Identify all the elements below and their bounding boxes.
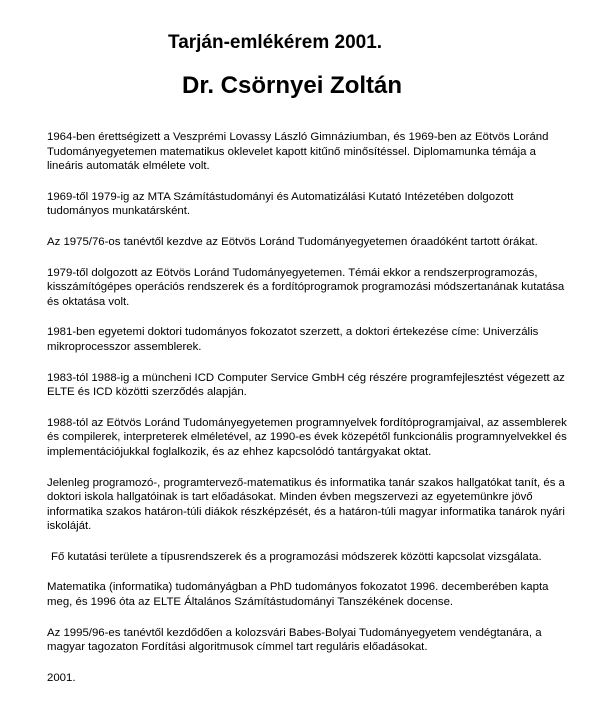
paragraph-research-area: Fő kutatási területe a típusrendszerek és a programozási módszerek közötti kapcsolat vizsgálata. xyxy=(51,550,542,563)
paragraph-mta-institute: 1969-től 1979-ig az MTA Számítástudományi és Automatizálási Kutató Intézetében dolgozott tudományos munkatársként. xyxy=(47,190,514,218)
award-title: Tarján-emlékérem 2001. xyxy=(168,32,383,53)
biography-body xyxy=(47,130,567,701)
paragraph-education: 1964-ben érettségizett a Veszprémi Lovassy László Gimnáziumban, és 1969-ben az Eötvös Loránd Tudományegyetemen matematikus oklevelet kapott kitűnő minősítéssel. Diplomamunka témája a lineáris automaták elmélete volt. xyxy=(47,131,549,173)
person-name: Dr. Csörnyei Zoltán xyxy=(182,72,403,99)
paragraph-teaching: Jelenleg programozó-, programtervező-matematikus és informatika tanár szakos hallgatókat tanít, és a doktori iskola hallgatóinak is tart előadásokat. Minden évben megszervezi az egyetemünkre jövő informatika szakos határon-túli diákok részképzését, és a határon-túli magyar informatika tanárok nyári iskoláját. xyxy=(47,476,565,533)
paragraph-cluj: Az 1995/96-es tanévtől kezdődően a kolozsvári Babes-Bolyai Tudományegyetem vendégtanára, a magyar tagozaton Fordítási algoritmusok címmel tart reguláris előadásokat. xyxy=(47,626,542,654)
paragraph-elte-work: 1979-től dolgozott az Eötvös Loránd Tudományegyetemen. Témái ekkor a rendszerprogramozás, kisszámítógépes operációs rendszerek és a fordítóprogramok programozási módszertanának kutatása és oktatása volt. xyxy=(47,266,565,308)
paragraph-year: 2001. xyxy=(47,671,76,684)
paragraph-doctorate: 1981-ben egyetemi doktori tudományos fokozatot szerzett, a doktori értekezése címe: Univerzális mikroprocesszor assemblerek. xyxy=(47,326,539,353)
paragraph-compilers: 1988-tól az Eötvös Loránd Tudományegyetemen programnyelvek fordítóprogramjaival, az assemblerek és compilerek, interpreterek elméletével, az 1990-es évek közepétől funkcionális programnyelvekkel és implementációjukkal foglalkozik, és az ehhez kapcsolódó tantárgyakat oktat. xyxy=(47,416,567,458)
paragraph-phd: Matematika (informatika) tudományágban a PhD tudományos fokozatot 1996. decemberében kapta meg, és 1996 óta az ELTE Általános Számítástudományi Tanszékének docense. xyxy=(47,581,549,609)
paragraph-lecturer: Az 1975/76-os tanévtől kezdve az Eötvös Loránd Tudományegyetemen óraadóként tartott órákat. xyxy=(47,235,538,248)
paragraph-icd-munich: 1983-tól 1988-ig a müncheni ICD Computer Service GmbH cég részére programfejlesztést végezett az ELTE és ICD közötti szerződés alapján. xyxy=(47,371,565,399)
